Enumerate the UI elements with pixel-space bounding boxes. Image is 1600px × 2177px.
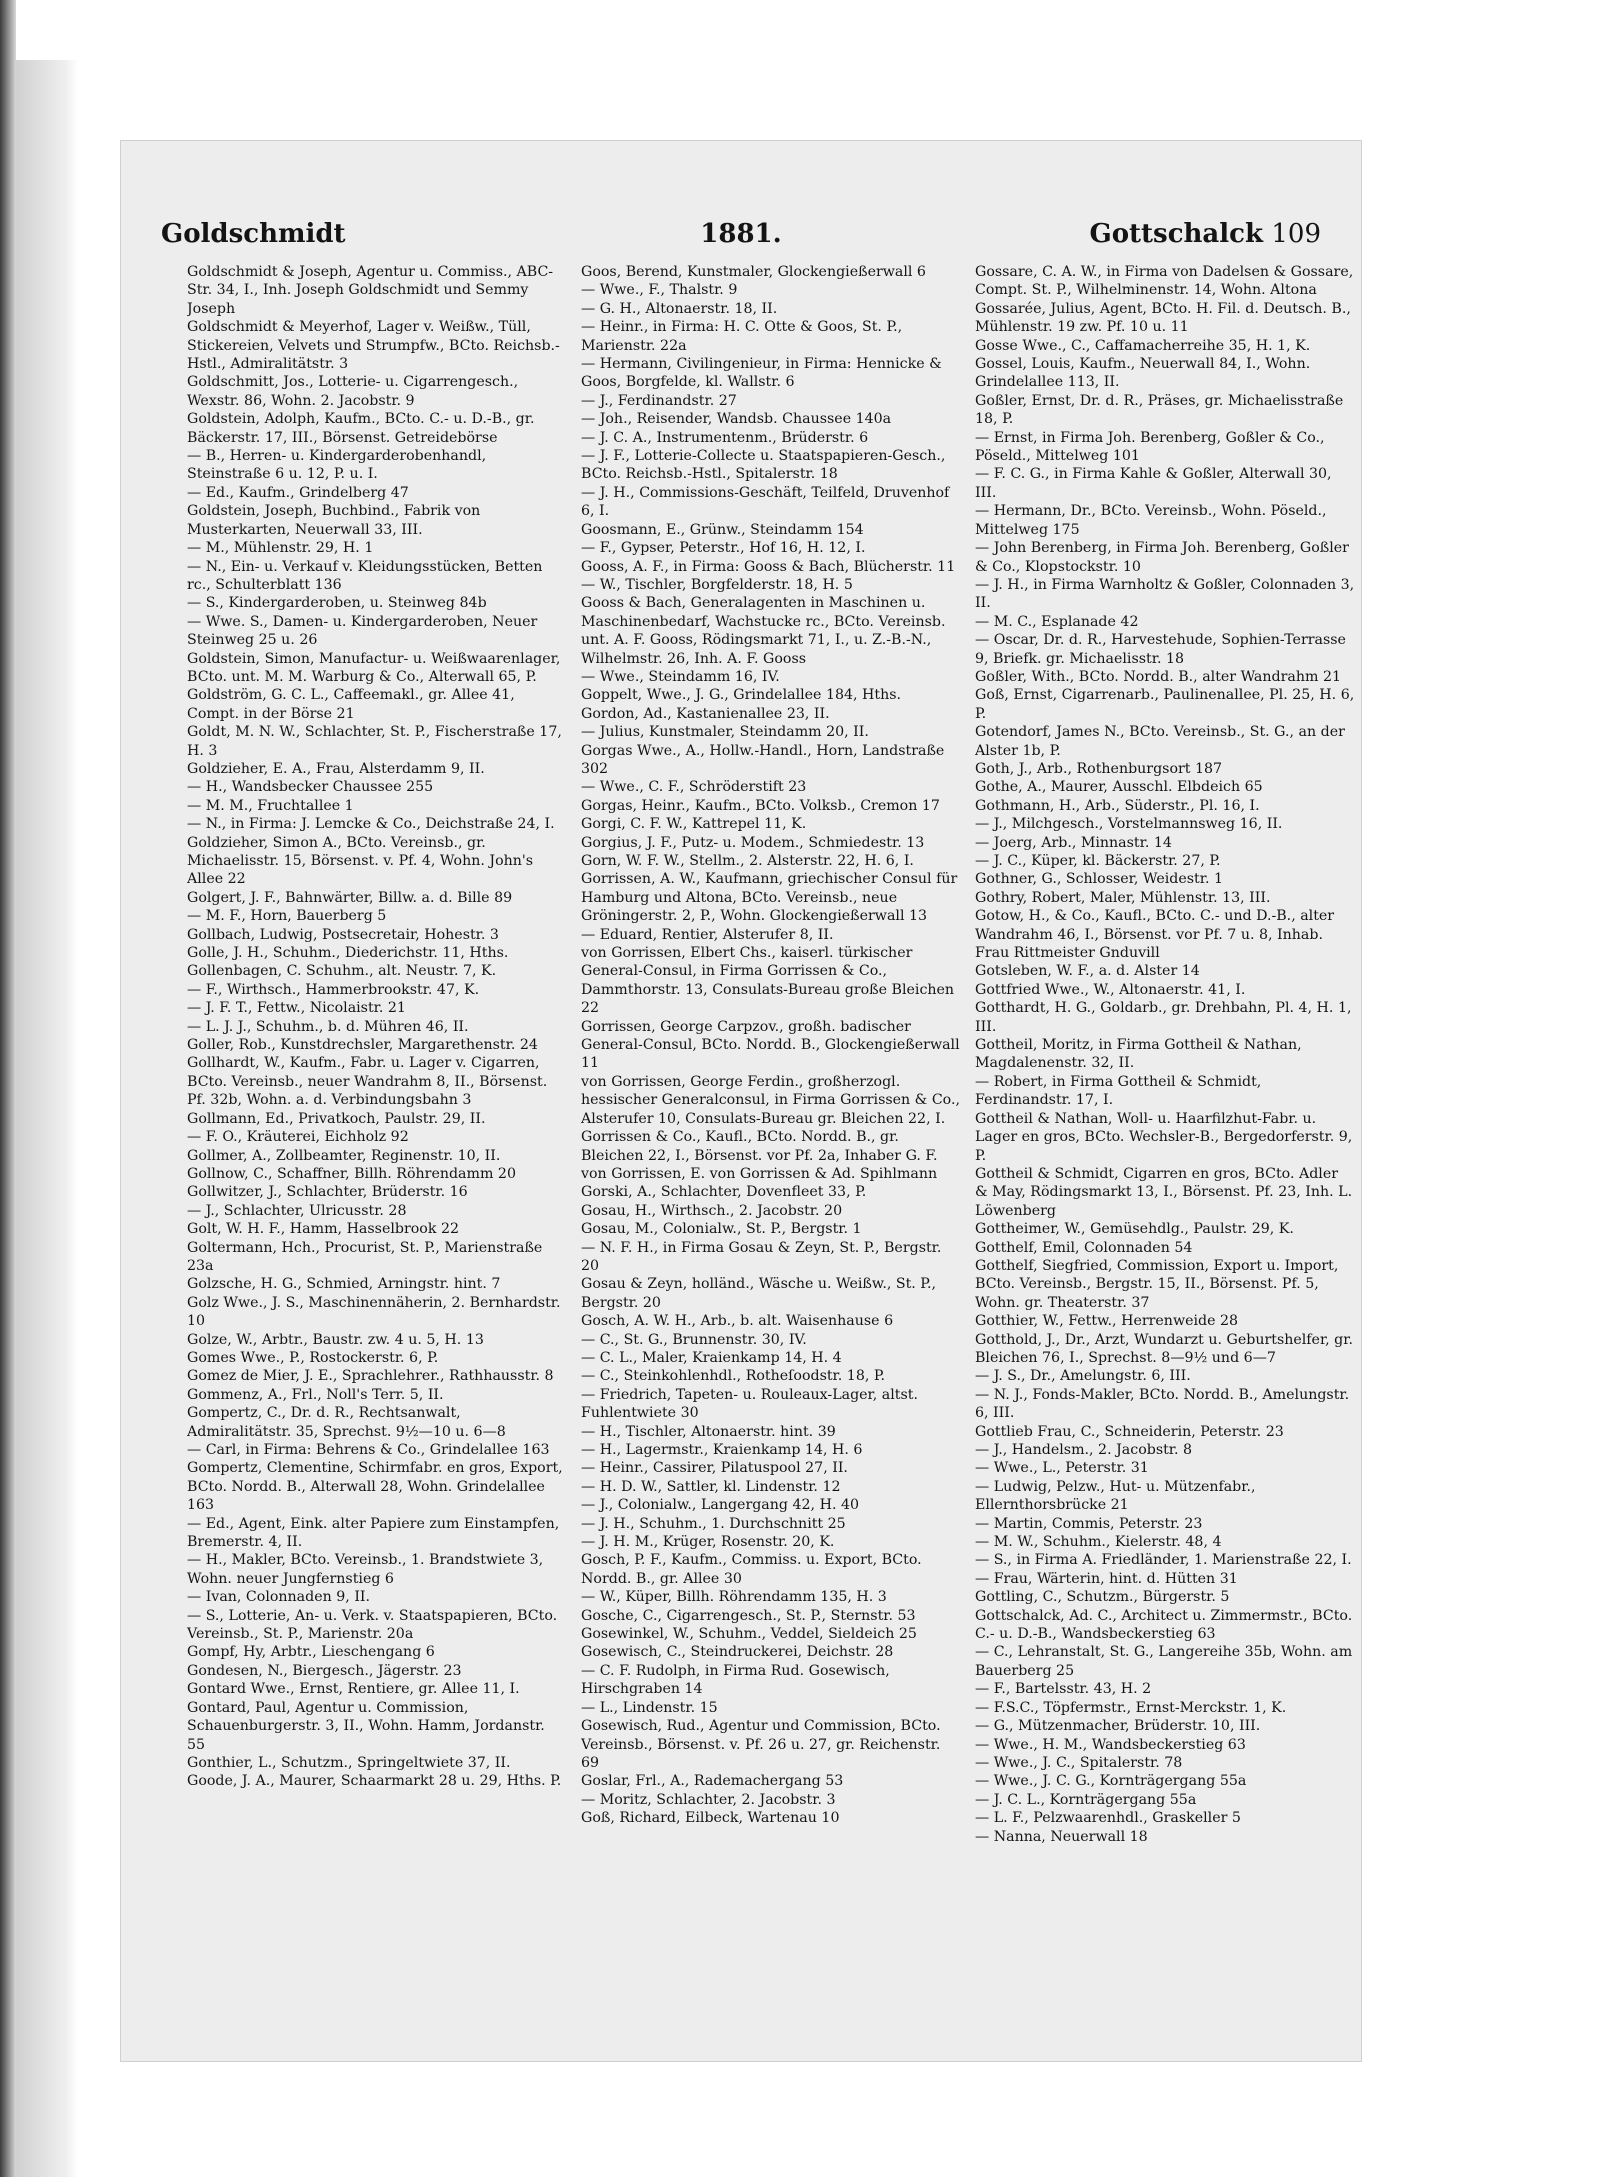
directory-entry: Gottschalck, Ad. C., Architect u. Zimmermstr., BCto. C.- u. D.-B., Wandsbeckerstieg 63 (975, 1607, 1353, 1643)
directory-entry: — N., in Firma: J. Lemcke & Co., Deichstraße 24, I. (187, 816, 555, 833)
directory-entry: Gontard Wwe., Ernst, Rentiere, gr. Allee 11, I. (187, 1681, 520, 1698)
directory-entry: Gomez de Mier, J. E., Sprachlehrer., Rathhausstr. 8 (187, 1368, 554, 1385)
directory-entry: Gottheil, Moritz, in Firma Gottheil & Nathan, Magdalenenstr. 32, II. (975, 1037, 1302, 1072)
directory-entry: — J. H., Schuhm., 1. Durchschnitt 25 (581, 1515, 846, 1532)
directory-entry: Gompertz, Clementine, Schirmfabr. en gros, Export, BCto. Nordd. B., Alterwall 28, Wohn. Grindelallee 163 (187, 1460, 563, 1514)
directory-entry: — Wwe., H. M., Wandsbeckerstieg 63 (975, 1736, 1246, 1753)
directory-entry: Goos, Berend, Kunstmaler, Glockengießerwall 6 (581, 264, 926, 280)
directory-entry: — C., Lehranstalt, St. G., Langereihe 35b, Wohn. am Bauerberg 25 (975, 1644, 1353, 1679)
directory-entry: Goppelt, Wwe., J. G., Grindelallee 184, Hths. (581, 687, 902, 704)
directory-entry: — N. F. H., in Firma Gosau & Zeyn, St. P., Bergstr. 20 (581, 1239, 942, 1274)
directory-entry: Gosch, A. W. H., Arb., b. alt. Waisenhause 6 (581, 1313, 894, 1330)
directory-entry: Gottheil & Schmidt, Cigarren en gros, BCto. Adler & May, Rödingsmarkt 13, I., Börsenst. Pf. 23, Inh. L. Löwenberg (975, 1165, 1353, 1219)
directory-entry: — F.S.C., Töpfermstr., Ernst-Merckstr. 1, K. (975, 1699, 1287, 1716)
directory-entry: — John Berenberg, in Firma Joh. Berenberg, Goßler & Co., Klopstockstr. 10 (975, 540, 1349, 575)
directory-entry: Gosau, M., Colonialw., St. P., Bergstr. 1 (581, 1221, 862, 1238)
directory-entry: Gosewisch, Rud., Agentur und Commission, BCto. Vereinsb., Börsenst. v. Pf. 26 u. 27, gr. Reichenstr. 69 (581, 1718, 941, 1771)
directory-entry: Goosmann, E., Grünw., Steindamm 154 (581, 521, 864, 538)
directory-entry: Gothe, A., Maurer, Ausschl. Elbdeich 65 (975, 779, 1263, 796)
directory-entry: — Ed., Kaufm., Grindelberg 47 (187, 484, 409, 501)
directory-entry: Gottfried Wwe., W., Altonaerstr. 41, I. (975, 981, 1246, 998)
directory-entry: Gonthier, L., Schutzm., Springeltwiete 37, II. (187, 1754, 511, 1771)
directory-entry: Goldschmitt, Jos., Lotterie- u. Cigarrengesch., Wexstr. 86, Wohn. 2. Jacobstr. 9 (187, 374, 519, 409)
directory-entry: Goldschmidt & Joseph, Agentur u. Commiss., ABC-Str. 34, I., Inh. Joseph Goldschmidt und Semmy Joseph (187, 264, 554, 317)
directory-entry: Gotow, H., & Co., Kaufl., BCto. C.- und D.-B., alter Wandrahm 46, I., Börsenst. vor Pf. 7 u. 8, Inhab. Frau Rittmeister Gnduvill (975, 908, 1335, 962)
directory-entry: — L. J. J., Schuhm., b. d. Mühren 46, II. (187, 1018, 469, 1035)
directory-entry: Gollmer, A., Zollbeamter, Reginenstr. 10, II. (187, 1147, 501, 1164)
directory-entry: — W., Tischler, Borgfelderstr. 18, H. 5 (581, 576, 853, 593)
directory-entry: — J. H., in Firma Warnholtz & Goßler, Colonnaden 3, II. (975, 576, 1355, 612)
directory-entry: Goslar, Frl., A., Rademachergang 53 (581, 1773, 844, 1790)
directory-entry: Gollwitzer, J., Schlachter, Brüderstr. 16 (187, 1184, 468, 1201)
directory-entry: Gotthier, W., Fettw., Herrenweide 28 (975, 1313, 1239, 1330)
directory-entry: Gorrissen, George Carpzov., großh. badischer General-Consul, BCto. Nordd. B., Glockengießerwall 11 (581, 1018, 960, 1072)
directory-entry: — F. C. G., in Firma Kahle & Goßler, Alterwall 30, III. (975, 466, 1332, 501)
directory-entry: — J., Handelsm., 2. Jacobstr. 8 (975, 1442, 1193, 1458)
directory-entry: — S., Kindergarderoben, u. Steinweg 84b (187, 595, 487, 612)
directory-entry: Gosau & Zeyn, holländ., Wäsche u. Weißw., St. P., Bergstr. 20 (581, 1276, 936, 1311)
directory-entry: — S., in Firma A. Friedländer, 1. Marienstraße 22, I. (975, 1552, 1352, 1569)
directory-entry: Gottlieb Frau, C., Schneiderin, Peterstr. 23 (975, 1423, 1284, 1440)
directory-entry: — Nanna, Neuerwall 18 (975, 1828, 1148, 1845)
directory-entry: Gosau, H., Wirthsch., 2. Jacobstr. 20 (581, 1202, 843, 1219)
directory-entry: Golz Wwe., J. S., Maschinennäherin, 2. Bernhardstr. 10 (187, 1294, 561, 1330)
directory-entry: — N. J., Fonds-Makler, BCto. Nordd. B., Amelungstr. 6, III. (975, 1386, 1350, 1422)
directory-entry: Goßler, With., BCto. Nordd. B., alter Wandrahm 21 (975, 668, 1342, 685)
directory-entry: — Wwe., Steindamm 16, IV. (581, 668, 780, 685)
directory-entry: Gorn, W. F. W., Stellm., 2. Alsterstr. 22, H. 6, I. (581, 853, 914, 869)
directory-entry: — J. C. A., Instrumentenm., Brüderstr. 6 (581, 429, 869, 446)
directory-entry: Gorrissen, A. W., Kaufmann, griechischer Consul für Hamburg und Altona, BCto. Vereinsb., neue Gröningerstr. 2, P., Wohn. Glockengießerwall 13 (581, 871, 958, 925)
directory-entry: Gommenz, A., Frl., Noll's Terr. 5, II. (187, 1386, 444, 1403)
directory-entry: — M. C., Esplanade 42 (975, 613, 1139, 630)
directory-entry: — Hermann, Dr., BCto. Vereinsb., Wohn. Pöseld., Mittelweg 175 (975, 503, 1327, 538)
directory-entry: — J. H. M., Krüger, Rosenstr. 20, K. (581, 1534, 835, 1551)
directory-entry: — Joerg, Arb., Minnastr. 14 (975, 834, 1172, 851)
directory-entry: Gooss, A. F., in Firma: Gooss & Bach, Blücherstr. 11 (581, 558, 956, 575)
header-left-keyword: Goldschmidt (161, 219, 346, 249)
directory-entry: Goller, Rob., Kunstdrechsler, Margarethenstr. 24 (187, 1037, 538, 1054)
directory-entry: Gothry, Robert, Maler, Mühlenstr. 13, III. (975, 889, 1271, 906)
directory-entry: Gollnow, C., Schaffner, Billh. Röhrendamm 20 (187, 1165, 516, 1182)
directory-entry: — H., Tischler, Altonaerstr. hint. 39 (581, 1423, 836, 1440)
directory-entry: Gossare, C. A. W., in Firma von Dadelsen & Gossare, Compt. St. P., Wilhelminenstr. 14, Wohn. Altona (975, 264, 1354, 299)
directory-entry: — Heinr., in Firma: H. C. Otte & Goos, St. P., Marienstr. 22a (581, 319, 903, 354)
directory-entry: Gorgas, Heinr., Kaufm., BCto. Volksb., Cremon 17 (581, 797, 940, 814)
directory-entry: Golze, W., Arbtr., Baustr. zw. 4 u. 5, H. 13 (187, 1331, 484, 1348)
directory-entry: — J. C. L., Kornträgergang 55a (975, 1791, 1197, 1808)
directory-entry: Goltermann, Hch., Procurist, St. P., Marienstraße 23a (187, 1239, 543, 1274)
directory-entry: — J., Milchgesch., Vorstelmannsweg 16, II. (975, 816, 1283, 833)
directory-entry: Goßler, Ernst, Dr. d. R., Präses, gr. Michaelisstraße 18, P. (975, 392, 1344, 428)
directory-page (120, 140, 1362, 2062)
directory-entry: — Ivan, Colonnaden 9, II. (187, 1589, 371, 1606)
directory-entry: Golzsche, H. G., Schmied, Arningstr. hint. 7 (187, 1276, 501, 1293)
directory-entry: — F. O., Kräuterei, Eichholz 92 (187, 1129, 409, 1146)
entry-columns (187, 263, 1355, 2043)
directory-entry: — H., Makler, BCto. Vereinsb., 1. Brandstwiete 3, Wohn. neuer Jungfernstieg 6 (187, 1552, 544, 1587)
directory-entry: — Martin, Commis, Peterstr. 23 (975, 1515, 1203, 1532)
directory-entry: Goth, J., Arb., Rothenburgsort 187 (975, 760, 1223, 777)
directory-entry: — Ludwig, Pelzw., Hut- u. Mützenfabr., Ellernthorsbrücke 21 (975, 1478, 1256, 1514)
directory-entry: Goldt, M. N. W., Schlachter, St. P., Fischerstraße 17, H. 3 (187, 724, 562, 759)
header-year: 1881. (700, 219, 782, 249)
directory-entry: — J. F. T., Fettw., Nicolaistr. 21 (187, 1000, 406, 1017)
directory-entry: — C., Steinkohlenhdl., Rotheſoodstr. 18, P. (581, 1368, 886, 1385)
directory-entry: — N., Ein- u. Verkauf v. Kleidungsstücken, Betten rc., Schulterblatt 136 (187, 558, 543, 593)
directory-entry: Gorgi, C. F. W., Kattrepel 11, K. (581, 816, 807, 833)
directory-entry: — F., Gypser, Peterstr., Hof 16, H. 12, I. (581, 540, 866, 557)
directory-entry: — M. M., Fruchtallee 1 (187, 797, 354, 814)
directory-entry: — L., Lindenstr. 15 (581, 1699, 718, 1716)
page-header (161, 219, 1321, 259)
directory-entry: — Wwe., C. F., Schröderstift 23 (581, 779, 807, 796)
directory-entry: Gorgas Wwe., A., Hollw.-Handl., Horn, Landstraße 302 (581, 742, 945, 777)
page-number: 109 (1271, 219, 1321, 249)
directory-entry: Golle, J. H., Schuhm., Diederichstr. 11, Hths. (187, 945, 509, 962)
directory-entry: — C., St. G., Brunnenstr. 30, IV. (581, 1331, 807, 1348)
directory-entry: Goldstein, Adolph, Kaufm., BCto. C.- u. D.-B., gr. Bäckerstr. 17, III., Börsenst. Getreidebörse (187, 411, 535, 446)
directory-entry: — H., Wandsbecker Chaussee 255 (187, 779, 434, 796)
directory-entry: — M. W., Schuhm., Kielerstr. 48, 4 (975, 1534, 1222, 1551)
directory-entry: Gordon, Ad., Kastanienallee 23, II. (581, 705, 830, 722)
directory-entry: von Gorrissen, George Ferdin., großherzogl. hessischer Generalconsul, in Firma Gorrissen & Co., Alsterufer 10, Consulats-Bureau gr. Bleichen 22, I. (581, 1073, 960, 1127)
header-right-keyword: Gottschalck (1089, 219, 1263, 249)
directory-entry: Gorski, A., Schlachter, Dovenfleet 33, P. (581, 1184, 867, 1201)
directory-entry: — Eduard, Rentier, Alsterufer 8, II. (581, 926, 834, 943)
directory-entry: Gottling, C., Schutzm., Bürgerstr. 5 (975, 1589, 1230, 1606)
directory-entry: — J. C., Küper, kl. Bäckerstr. 27, P. (975, 853, 1221, 869)
directory-entry: — Wwe., J. C. G., Kornträgergang 55a (975, 1773, 1247, 1790)
directory-entry: — M. F., Horn, Bauerberg 5 (187, 908, 387, 925)
directory-entry: Gorrissen & Co., Kaufl., BCto. Nordd. B., gr. Bleichen 22, I., Börsenst. vor Pf. 2a, Inhaber G. F. von Gorrissen, E. von Gorrissen & Ad. Spihlmann (581, 1129, 938, 1182)
directory-entry: — Frau, Wärterin, hint. d. Hütten 31 (975, 1570, 1238, 1587)
directory-entry: — G., Mützenmacher, Brüderstr. 10, III. (975, 1718, 1261, 1735)
directory-entry: — C. L., Maler, Kraienkamp 14, H. 4 (581, 1349, 842, 1366)
previous-page-edge (16, 60, 78, 2177)
directory-entry: Gotsleben, W. F., a. d. Alster 14 (975, 963, 1200, 980)
directory-entry: Gompf, Hy, Arbtr., Lieschengang 6 (187, 1644, 435, 1661)
directory-entry: Gosch, P. F., Kaufm., Commiss. u. Export, BCto. Nordd. B., gr. Allee 30 (581, 1552, 922, 1587)
directory-entry: Golt, W. H. F., Hamm, Hasselbrook 22 (187, 1221, 459, 1238)
directory-entry: Golgert, J. F., Bahnwärter, Billw. a. d. Bille 89 (187, 889, 513, 906)
directory-entry: Gollmann, Ed., Privatkoch, Paulstr. 29, II. (187, 1110, 486, 1127)
directory-entry: Goldström, G. C. L., Caffeemakl., gr. Allee 41, Compt. in der Börse 21 (187, 687, 515, 722)
directory-entry: — F., Wirthsch., Hammerbrookstr. 47, K. (187, 981, 480, 998)
directory-entry: — Friedrich, Tapeten- u. Rouleaux-Lager, altst. Fuhlentwiete 30 (581, 1386, 918, 1422)
directory-entry: — Joh., Reisender, Wandsb. Chaussee 140a (581, 411, 892, 428)
directory-entry: — Hermann, Civilingenieur, in Firma: Hennicke & Goos, Borgfelde, kl. Wallstr. 6 (581, 356, 942, 391)
directory-entry: Gompertz, C., Dr. d. R., Rechtsanwalt, Admiralitätstr. 35, Sprechst. 9½—10 u. 6—8 (187, 1405, 506, 1440)
directory-entry: — W., Küper, Billh. Röhrendamm 135, H. 3 (581, 1589, 887, 1606)
directory-entry: Goldschmidt & Meyerhof, Lager v. Weißw., Tüll, Stickereien, Velvets und Strumpfw., BCto. Reichsb.-Hstl., Admiralitätstr. 3 (187, 319, 560, 373)
directory-entry: — J. F., Lotterie-Collecte u. Staatspapieren-Gesch., BCto. Reichsb.-Hstl., Spitalerstr. 18 (581, 448, 946, 483)
directory-entry: Gothner, G., Schlosser, Weidestr. 1 (975, 871, 1224, 888)
directory-entry: — H., Lagermstr., Kraienkamp 14, H. 6 (581, 1442, 863, 1458)
directory-entry: Goldstein, Simon, Manufactur- u. Weißwaarenlager, BCto. unt. M. M. Warburg & Co., Alterwall 65, P. (187, 650, 561, 685)
directory-entry: — J. H., Commissions-Geschäft, Teilfeld, Druvenhof 6, I. (581, 484, 950, 520)
directory-entry: Gollenbagen, C. Schuhm., alt. Neustr. 7, K. (187, 963, 497, 980)
directory-entry: Goldstein, Joseph, Buchbind., Fabrik von Musterkarten, Neuerwall 33, III. (187, 503, 481, 538)
directory-entry: — G. H., Altonaerstr. 18, II. (581, 300, 778, 317)
directory-entry: — Wwe., L., Peterstr. 31 (975, 1460, 1149, 1477)
directory-entry: Gossarée, Julius, Agent, BCto. H. Fil. d. Deutsch. B., Mühlenstr. 19 zw. Pf. 10 u. 11 (975, 300, 1351, 336)
directory-entry: — M., Mühlenstr. 29, H. 1 (187, 540, 374, 557)
directory-entry: Goldzieher, Simon A., BCto. Vereinsb., gr. Michaelisstr. 15, Börsenst. v. Pf. 4, Wohn. John's Allee 22 (187, 834, 534, 888)
directory-entry: Gossel, Louis, Kaufm., Neuerwall 84, I., Wohn. Grindelallee 113, II. (975, 356, 1311, 391)
column-left (187, 263, 567, 2043)
directory-entry: — S., Lotterie, An- u. Verk. v. Staatspapieren, BCto. Vereinsb., St. P., Marienstr. 20a (187, 1607, 558, 1643)
directory-entry: Gotthelf, Emil, Colonnaden 54 (975, 1239, 1193, 1256)
directory-entry: — Ernst, in Firma Joh. Berenberg, Goßler & Co., Pöseld., Mittelweg 101 (975, 429, 1325, 465)
directory-entry: — B., Herren- u. Kindergarderobenhandl, Steinstraße 6 u. 12, P. u. I. (187, 448, 487, 483)
directory-entry: — J., Schlachter, Ulricusstr. 28 (187, 1202, 407, 1219)
directory-entry: Gosewinkel, W., Schuhm., Veddel, Sieldeich 25 (581, 1626, 917, 1643)
directory-entry: — Oscar, Dr. d. R., Harvestehude, Sophien-Terrasse 9, Briefk. gr. Michaelisstr. 18 (975, 632, 1346, 667)
directory-entry: Goode, J. A., Maurer, Schaarmarkt 28 u. 29, Hths. P. (187, 1773, 562, 1790)
directory-entry: Gosche, C., Cigarrengesch., St. P., Sternstr. 53 (581, 1607, 916, 1624)
directory-entry: von Gorrissen, Elbert Chs., kaiserl. türkischer General-Consul, in Firma Gorrissen & Co., Dammthorstr. 13, Consulats-Bureau große Bleichen 22 (581, 945, 955, 1017)
directory-entry: — Carl, in Firma: Behrens & Co., Grindelallee 163 (187, 1442, 550, 1458)
directory-entry: Gotthold, J., Dr., Arzt, Wundarzt u. Geburtshelfer, gr. Bleichen 76, I., Sprechst. 8—9½ und 6—7 (975, 1331, 1353, 1366)
directory-entry: — Wwe. S., Damen- u. Kindergarderoben, Neuer Steinweg 25 u. 26 (187, 613, 538, 649)
column-right (975, 263, 1355, 2043)
directory-entry: Goß, Ernst, Cigarrenarb., Paulinenallee, Pl. 25, H. 6, P. (975, 687, 1355, 722)
directory-entry: — H. D. W., Sattler, kl. Lindenstr. 12 (581, 1478, 841, 1495)
directory-entry: Gottheimer, W., Gemüsehdlg., Paulstr. 29, K. (975, 1221, 1294, 1238)
directory-entry: — L. F., Pelzwaarenhdl., Graskeller 5 (975, 1810, 1241, 1827)
directory-entry: Gollbach, Ludwig, Postsecretair, Hohestr. 3 (187, 926, 499, 943)
directory-entry: — J., Ferdinandstr. 27 (581, 392, 737, 409)
directory-entry: — Wwe., J. C., Spitalerstr. 78 (975, 1754, 1183, 1771)
directory-entry: Gotthelf, Siegfried, Commission, Export u. Import, BCto. Vereinsb., Bergstr. 15, II., Börsenst. Pf. 5, Wohn. gr. Theaterstr. 37 (975, 1257, 1339, 1311)
directory-entry: Gooss & Bach, Generalagenten in Maschinen u. Maschinenbedarf, Wachstucke rc., BCto. Vereinsb. unt. A. F. Gooss, Rödingsmarkt 71, I., u. Z.-B.-N., Wilhelmstr. 26, Inh. A. F. Gooss (581, 595, 946, 667)
directory-entry: Gorgius, J. F., Putz- u. Modem., Schmiedestr. 13 (581, 834, 925, 851)
directory-entry: Gosewisch, C., Steindruckerei, Deichstr. 28 (581, 1644, 894, 1661)
directory-entry: Gottheil & Nathan, Woll- u. Haarfilzhut-Fabr. u. Lager en gros, BCto. Wechsler-B., Bergedorferstr. 9, P. (975, 1110, 1353, 1164)
directory-entry: Gondesen, N., Biergesch., Jägerstr. 23 (187, 1662, 462, 1679)
directory-entry: — C. F. Rudolph, in Firma Rud. Gosewisch, Hirschgraben 14 (581, 1662, 890, 1698)
directory-entry: Gollhardt, W., Kaufm., Fabr. u. Lager v. Cigarren, BCto. Vereinsb., neuer Wandrahm 8, II., Börsenst. Pf. 32b, Wohn. a. d. Verbindungsbahn 3 (187, 1055, 548, 1109)
directory-entry: Gontard, Paul, Agentur u. Commission, Schauenburgerstr. 3, II., Wohn. Hamm, Jordanstr. 55 (187, 1699, 545, 1753)
directory-entry: — Heinr., Cassirer, Pilatuspool 27, II. (581, 1460, 848, 1477)
directory-entry: — Robert, in Firma Gottheil & Schmidt, Ferdinandstr. 17, I. (975, 1073, 1262, 1109)
directory-entry: Goldzieher, E. A., Frau, Alsterdamm 9, II. (187, 760, 485, 777)
directory-entry: — Wwe., F., Thalstr. 9 (581, 282, 738, 299)
directory-entry: Gosse Wwe., C., Caffamacherreihe 35, H. 1, K. (975, 337, 1311, 354)
directory-entry: — J. S., Dr., Amelungstr. 6, III. (975, 1368, 1191, 1385)
directory-entry: — Moritz, Schlachter, 2. Jacobstr. 3 (581, 1791, 836, 1808)
directory-entry: Gotendorf, James N., BCto. Vereinsb., St. G., an der Alster 1b, P. (975, 724, 1345, 759)
directory-entry: — Julius, Kunstmaler, Steindamm 20, II. (581, 724, 869, 741)
book-gutter-shadow (0, 0, 16, 2177)
directory-entry: Gothmann, H., Arb., Süderstr., Pl. 16, I. (975, 797, 1260, 814)
directory-entry: — J., Colonialw., Langergang 42, H. 40 (581, 1497, 860, 1514)
column-middle (581, 263, 961, 2043)
directory-entry: Gomes Wwe., P., Rostockerstr. 6, P. (187, 1349, 439, 1366)
directory-entry: — F., Bartelsstr. 43, H. 2 (975, 1681, 1152, 1698)
directory-entry: — Ed., Agent, Eink. alter Papiere zum Einstampfen, Bremerstr. 4, II. (187, 1515, 560, 1551)
directory-entry: Goß, Richard, Eilbeck, Wartenau 10 (581, 1810, 840, 1827)
directory-entry: Gotthardt, H. G., Goldarb., gr. Drehbahn, Pl. 4, H. 1, III. (975, 1000, 1352, 1035)
